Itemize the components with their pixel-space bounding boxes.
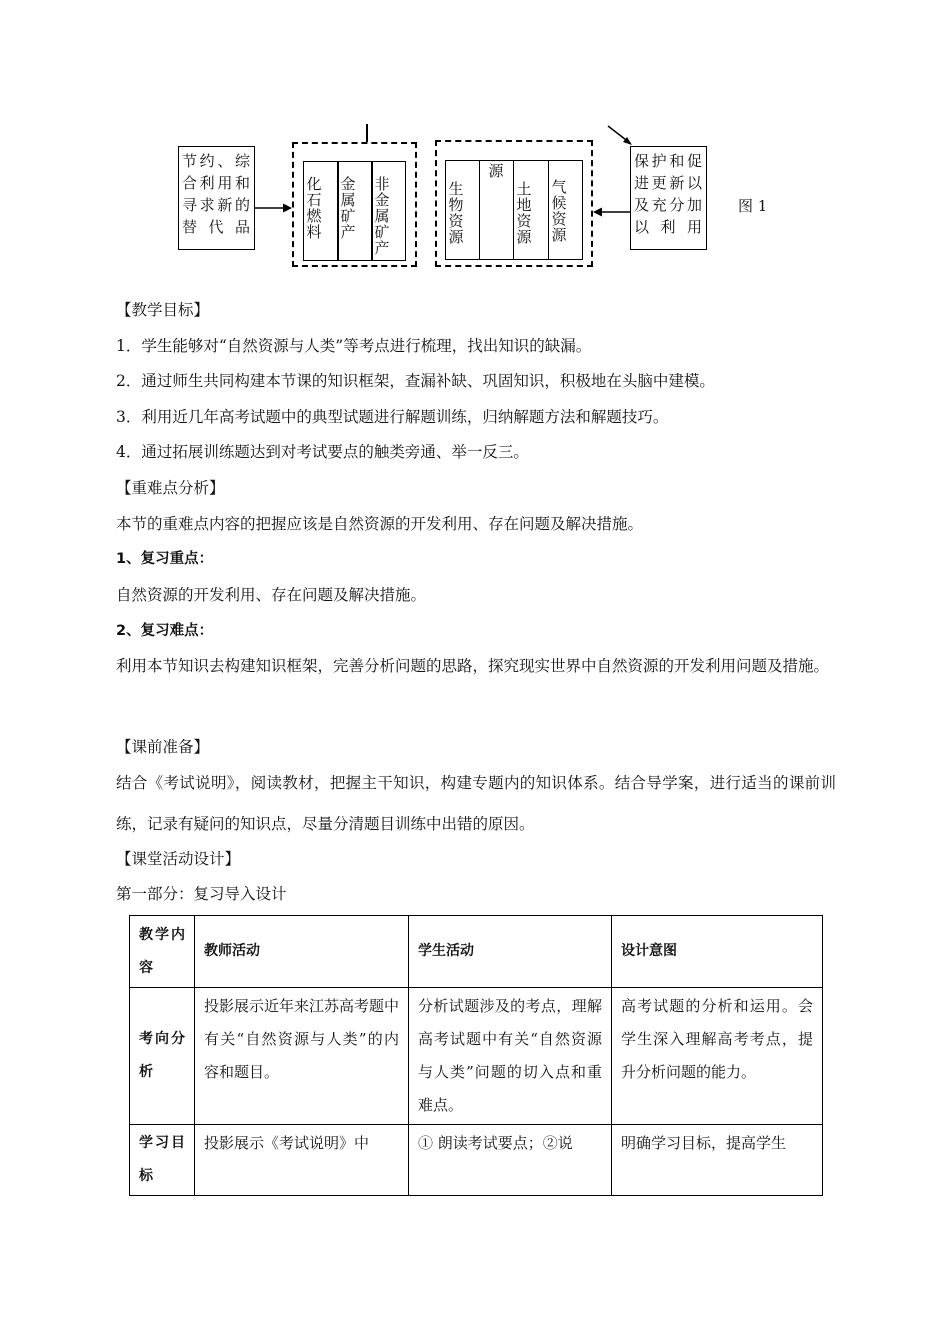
renewable-resources-group [435, 140, 593, 267]
table-cell: 投影展示《考试说明》中 [195, 1125, 409, 1196]
activity-heading: 【课堂活动设计】 [116, 850, 241, 868]
difficulty-heading: 【重难点分析】 [116, 479, 225, 497]
renewable-column: 生物资源 [445, 160, 480, 260]
goal-item: 1．学生能够对“自然资源与人类”等考点进行梳理，找出知识的缺漏。 [116, 337, 592, 355]
conservation-text: 节约、综合利用和寻求新的替代品 [182, 152, 250, 236]
conservation-box [178, 146, 255, 250]
figure-label: 图 1 [738, 197, 768, 215]
renewable-column: 源 [479, 160, 514, 260]
hard-points-text: 利用本节知识去构建知识框架，完善分析问题的思路，探究现实世界中自然资源的开发利用问题及措施。 [116, 657, 830, 675]
preparation-heading: 【课前准备】 [116, 738, 210, 756]
key-points-text: 自然资源的开发利用、存在问题及解决措施。 [116, 586, 427, 604]
mineral-resources-group [292, 142, 417, 267]
difficulty-text: 本节的重难点内容的把握应该是自然资源的开发利用、存在问题及解决措施。 [116, 515, 644, 533]
arrow-right-to-renewables [593, 206, 631, 218]
hard-points-heading: 2、复习难点： [116, 623, 214, 639]
renewable-column: 土地资源 [513, 160, 549, 260]
table-cell: 高考试题的分析和运用。会学生深入理解高考考点，提升分析问题的能力。 [612, 988, 823, 1125]
table-header-cell: 教师活动 [195, 916, 409, 988]
table-cell: 考向分析 [130, 988, 195, 1125]
table-header-cell: 学生活动 [409, 916, 612, 988]
table-cell: 分析试题涉及的考点，理解高考试题中有关“自然资源与人类”问题的切入点和重难点。 [409, 988, 612, 1125]
activity-design-table [129, 915, 823, 1196]
table-cell: 学习目标 [130, 1125, 195, 1196]
mineral-column: 非金属矿产 [371, 161, 406, 261]
connector-line-top-left [366, 124, 368, 142]
table-cell: 投影展示近年来江苏高考题中有关“自然资源与人类”的内容和题目。 [195, 988, 409, 1125]
preparation-text: 结合《考试说明》，阅读教材，把握主干知识，构建专题内的知识体系。结合导学案，进行适当的课前训练，记录有疑问的知识点，尽量分清题目训练中出错的原因。 [116, 774, 836, 833]
goal-item: 2．通过师生共同构建本节课的知识框架，查漏补缺、巩固知识，积极地在头脑中建模。 [116, 372, 715, 390]
mineral-column: 化石燃料 [303, 161, 339, 261]
goal-item: 4．通过拓展训练题达到对考试要点的触类旁通、举一反三。 [116, 443, 529, 461]
table-row [130, 988, 823, 1125]
key-points-heading: 1、复习重点： [116, 551, 214, 567]
arrow-top-right [606, 124, 636, 148]
table-row [130, 1125, 823, 1196]
arrow-left-to-minerals [254, 202, 294, 214]
table-cell: ① 朗读考试要点；②说 [409, 1125, 612, 1196]
goal-item: 3．利用近几年高考试题中的典型试题进行解题训练，归纳解题方法和解题技巧。 [116, 408, 669, 426]
table-header-cell: 教学内容 [130, 916, 195, 988]
protection-box [630, 146, 707, 250]
goals-heading: 【教学目标】 [116, 301, 210, 319]
table-cell: 明确学习目标，提高学生 [612, 1125, 823, 1196]
part-one-title: 第一部分：复习导入设计 [116, 885, 287, 903]
renewable-column: 气候资源 [548, 160, 583, 260]
table-header-row [130, 916, 823, 988]
table-header-cell: 设计意图 [612, 916, 823, 988]
mineral-column: 金属矿产 [337, 161, 373, 261]
protection-text: 保护和促进更新以及充分加以利用 [634, 152, 702, 236]
